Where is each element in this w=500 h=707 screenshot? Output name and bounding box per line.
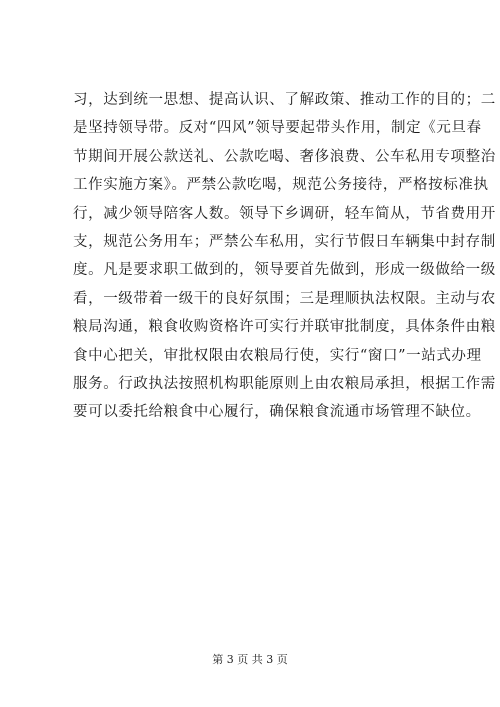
text-line: 食中心把关，审批权限由农粮局行使，实行“窗口”一站式办理 [73, 347, 482, 364]
text-line: 行，减少领导陪客人数。领导下乡调研，轻车简从，节省费用开 [73, 205, 496, 222]
text-line: 支，规范公务用车；严禁公车私用，实行节假日车辆集中封存制 [73, 233, 496, 250]
text-line: 是坚持领导带。反对“四风”领导要起带头作用，制定《元旦春 [73, 120, 482, 137]
text-line: 服务。行政执法按照机构职能原则上由农粮局承担，根据工作需 [73, 375, 496, 392]
text-line: 粮局沟通，粮食收购资格许可实行并联审批制度，具体条件由粮 [73, 319, 496, 336]
text-line: 习，达到统一思想、提高认识、了解政策、推动工作的目的；二 [73, 92, 496, 108]
text-line: 工作实施方案》。严禁公款吃喝，规范公务接待，严格按标准执 [73, 177, 489, 194]
text-line: 看，一级带着一级干的良好氛围；三是理顺执法权限。主动与农 [73, 290, 496, 307]
page-footer: 第 3 页 共 3 页 [212, 653, 288, 666]
body-paragraph [73, 86, 496, 427]
text-line: 度。凡是要求职工做到的，领导要首先做到，形成一级做给一级 [73, 262, 496, 279]
text-line: 要可以委托给粮食中心履行，确保粮食流通市场管理不缺位。 [73, 404, 481, 421]
text-line: 节期间开展公款送礼、公款吃喝、奢侈浪费、公车私用专项整治 [73, 148, 496, 165]
